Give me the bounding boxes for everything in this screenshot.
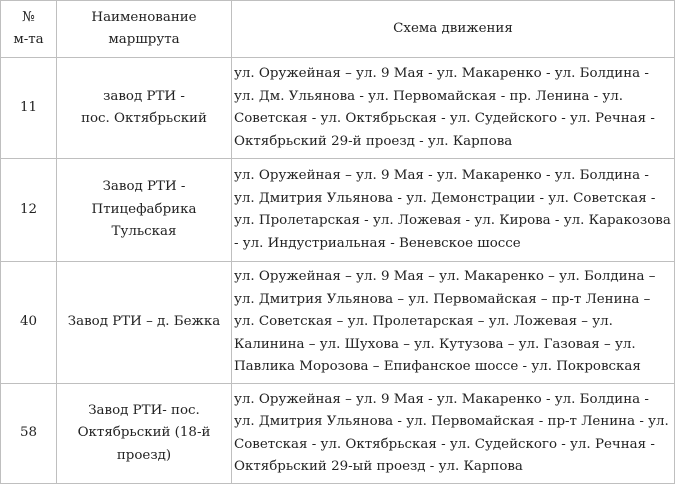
route-number: 12 <box>1 159 57 262</box>
header-num-line1: № <box>22 9 35 25</box>
route-number: 11 <box>1 58 57 159</box>
header-num-line2: м-та <box>13 32 44 47</box>
header-route-scheme: Схема движения <box>232 1 675 58</box>
route-scheme <box>232 159 675 262</box>
route-name-line2: Тульская <box>111 224 177 240</box>
table-row <box>1 58 675 159</box>
route-scheme-text: ул. Оружейная – ул. 9 Мая - ул. Макаренко - ул. Болдина - ул. Дмитрия Ульянова - ул. Демонстрации - ул. Советская - ул. Пролетарская - ул. Ложевая - ул. Кирова - ул. Каракозова - ул. Индустриальная - Веневское шоссе <box>234 168 671 251</box>
route-name-line1: Завод РТИ- пос. <box>88 402 200 418</box>
route-name <box>57 262 232 384</box>
route-name-line1: Завод РТИ - Птицефабрика <box>91 179 197 217</box>
route-name <box>57 159 232 262</box>
route-name-line1: завод РТИ - <box>103 88 185 104</box>
route-name <box>57 384 232 484</box>
route-scheme <box>232 58 675 159</box>
table-row <box>1 262 675 384</box>
header-route-number <box>1 1 57 58</box>
route-scheme <box>232 384 675 484</box>
header-route-name: Наименование маршрута <box>57 1 232 58</box>
route-name-line2: пос. Октябрьский <box>81 111 207 126</box>
route-name-line2: Октябрьский (18-й проезд) <box>77 425 211 463</box>
route-number: 40 <box>1 262 57 384</box>
route-scheme-text: ул. Оружейная – ул. 9 Мая - ул. Макаренко - ул. Болдина - ул. Дмитрия Ульянова - ул. Первомайская - пр-т Ленина - ул. Советская - ул. Октябрьская - ул. Судейского - ул. Речная - Октябрьский 29-ый проезд - ул. Карпова <box>234 391 669 474</box>
route-number: 58 <box>1 384 57 484</box>
table-row <box>1 384 675 484</box>
route-scheme-text: ул. Оружейная – ул. 9 Мая – ул. Макаренко – ул. Болдина – ул. Дмитрия Ульянова – ул. Первомайская – пр-т Ленина – ул. Советская – ул. Пролетарская – ул. Ложевая – ул. Калинина – ул. Шухова – ул. Кутузова – ул. Газовая – ул. Павлика Морозова – Епифанское шоссе - ул. Покровская <box>234 269 656 375</box>
route-name <box>57 58 232 159</box>
route-name-line1: Завод РТИ – д. Бежка <box>67 314 221 330</box>
route-scheme-text: ул. Оружейная – ул. 9 Мая - ул. Макаренко - ул. Болдина - ул. Дм. Ульянова - ул. Первомайская - пр. Ленина - ул. Советская - ул. Октябрьская - ул. Судейского - ул. Речная - Октябрьский 29-й проезд - ул. Карпова <box>234 66 655 149</box>
route-scheme <box>232 262 675 384</box>
table-row <box>1 159 675 262</box>
table-header-row <box>1 1 675 58</box>
